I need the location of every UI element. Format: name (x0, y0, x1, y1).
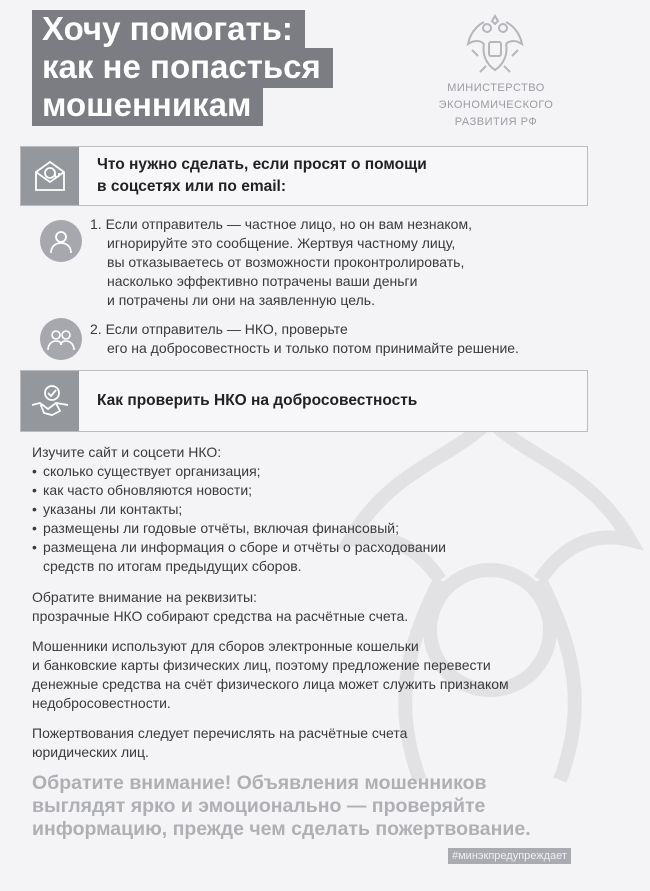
check-bullets (32, 462, 592, 557)
list-item: • как часто обновляются новости; (32, 481, 592, 500)
list-item: • сколько существует организация; (32, 462, 592, 481)
ministry-name: МИНИСТЕРСТВО ЭКОНОМИЧЕСКОГО РАЗВИТИЯ РФ (438, 82, 554, 128)
warning-callout: Обратите внимание! Объявления мошенников выглядят ярко и эмоционально — проверяйте информацию, прежде чем сделать пожертвование. (32, 772, 531, 840)
paragraph-donations: Пожертвования следует перечислять на расчётные счета юридических лиц. (32, 725, 408, 760)
title-line-1: Хочу помогать: (32, 10, 305, 50)
email-envelope-icon (21, 147, 79, 205)
paragraph-requisites: Обратите внимание на реквизиты: прозрачные НКО собирают средства на расчётные счета. (32, 589, 409, 624)
title-line-2: как не попасться (32, 48, 333, 88)
handshake-check-icon (21, 371, 79, 431)
section-check-header (20, 370, 588, 432)
check-intro: Изучите сайт и соцсети НКО: (32, 444, 222, 460)
section-check-title: Как проверить НКО на добросовестность (97, 392, 418, 409)
list-item: • указаны ли контакты; (32, 500, 592, 519)
list-item: • размещена ли информация о сборе и отчёты о расходовании (32, 538, 592, 557)
advice-item-2: 2. Если отправитель — НКО, проверьте его на добросовестность и только потом принимайте решение. (90, 321, 519, 356)
title-line-3: мошенникам (32, 86, 263, 126)
group-people-icon (40, 318, 82, 360)
hashtag-badge: #минэкпредупреждает (448, 848, 571, 864)
section-email-title: Что нужно сделать, если просят о помощи в соцсетях или по email: (97, 156, 427, 195)
check-list-block (32, 443, 592, 576)
advice-item-1: 1. Если отправитель — частное лицо, но он вам незнаком, игнорируйте это сообщение. Жертвуя частному лицу, вы отказываетесь от возможности проконтролировать, насколько эффективно потрачены ваши деньги и потрачены ли они на заявленную цель. (90, 216, 472, 308)
section-email-header (20, 146, 588, 206)
list-item: • размещены ли годовые отчёты, включая финансовый; (32, 519, 592, 538)
person-icon (40, 220, 82, 262)
coat-of-arms-icon (462, 10, 528, 76)
paragraph-fraudsters: Мошенники используют для сборов электронные кошельки и банковские карты физических лиц, поэтому предложение перевести денежные средства на счёт физического лица может служить признаком недобросовестности. (32, 638, 509, 711)
list-item-continuation: средств по итогам предыдущих сборов. (43, 558, 302, 574)
